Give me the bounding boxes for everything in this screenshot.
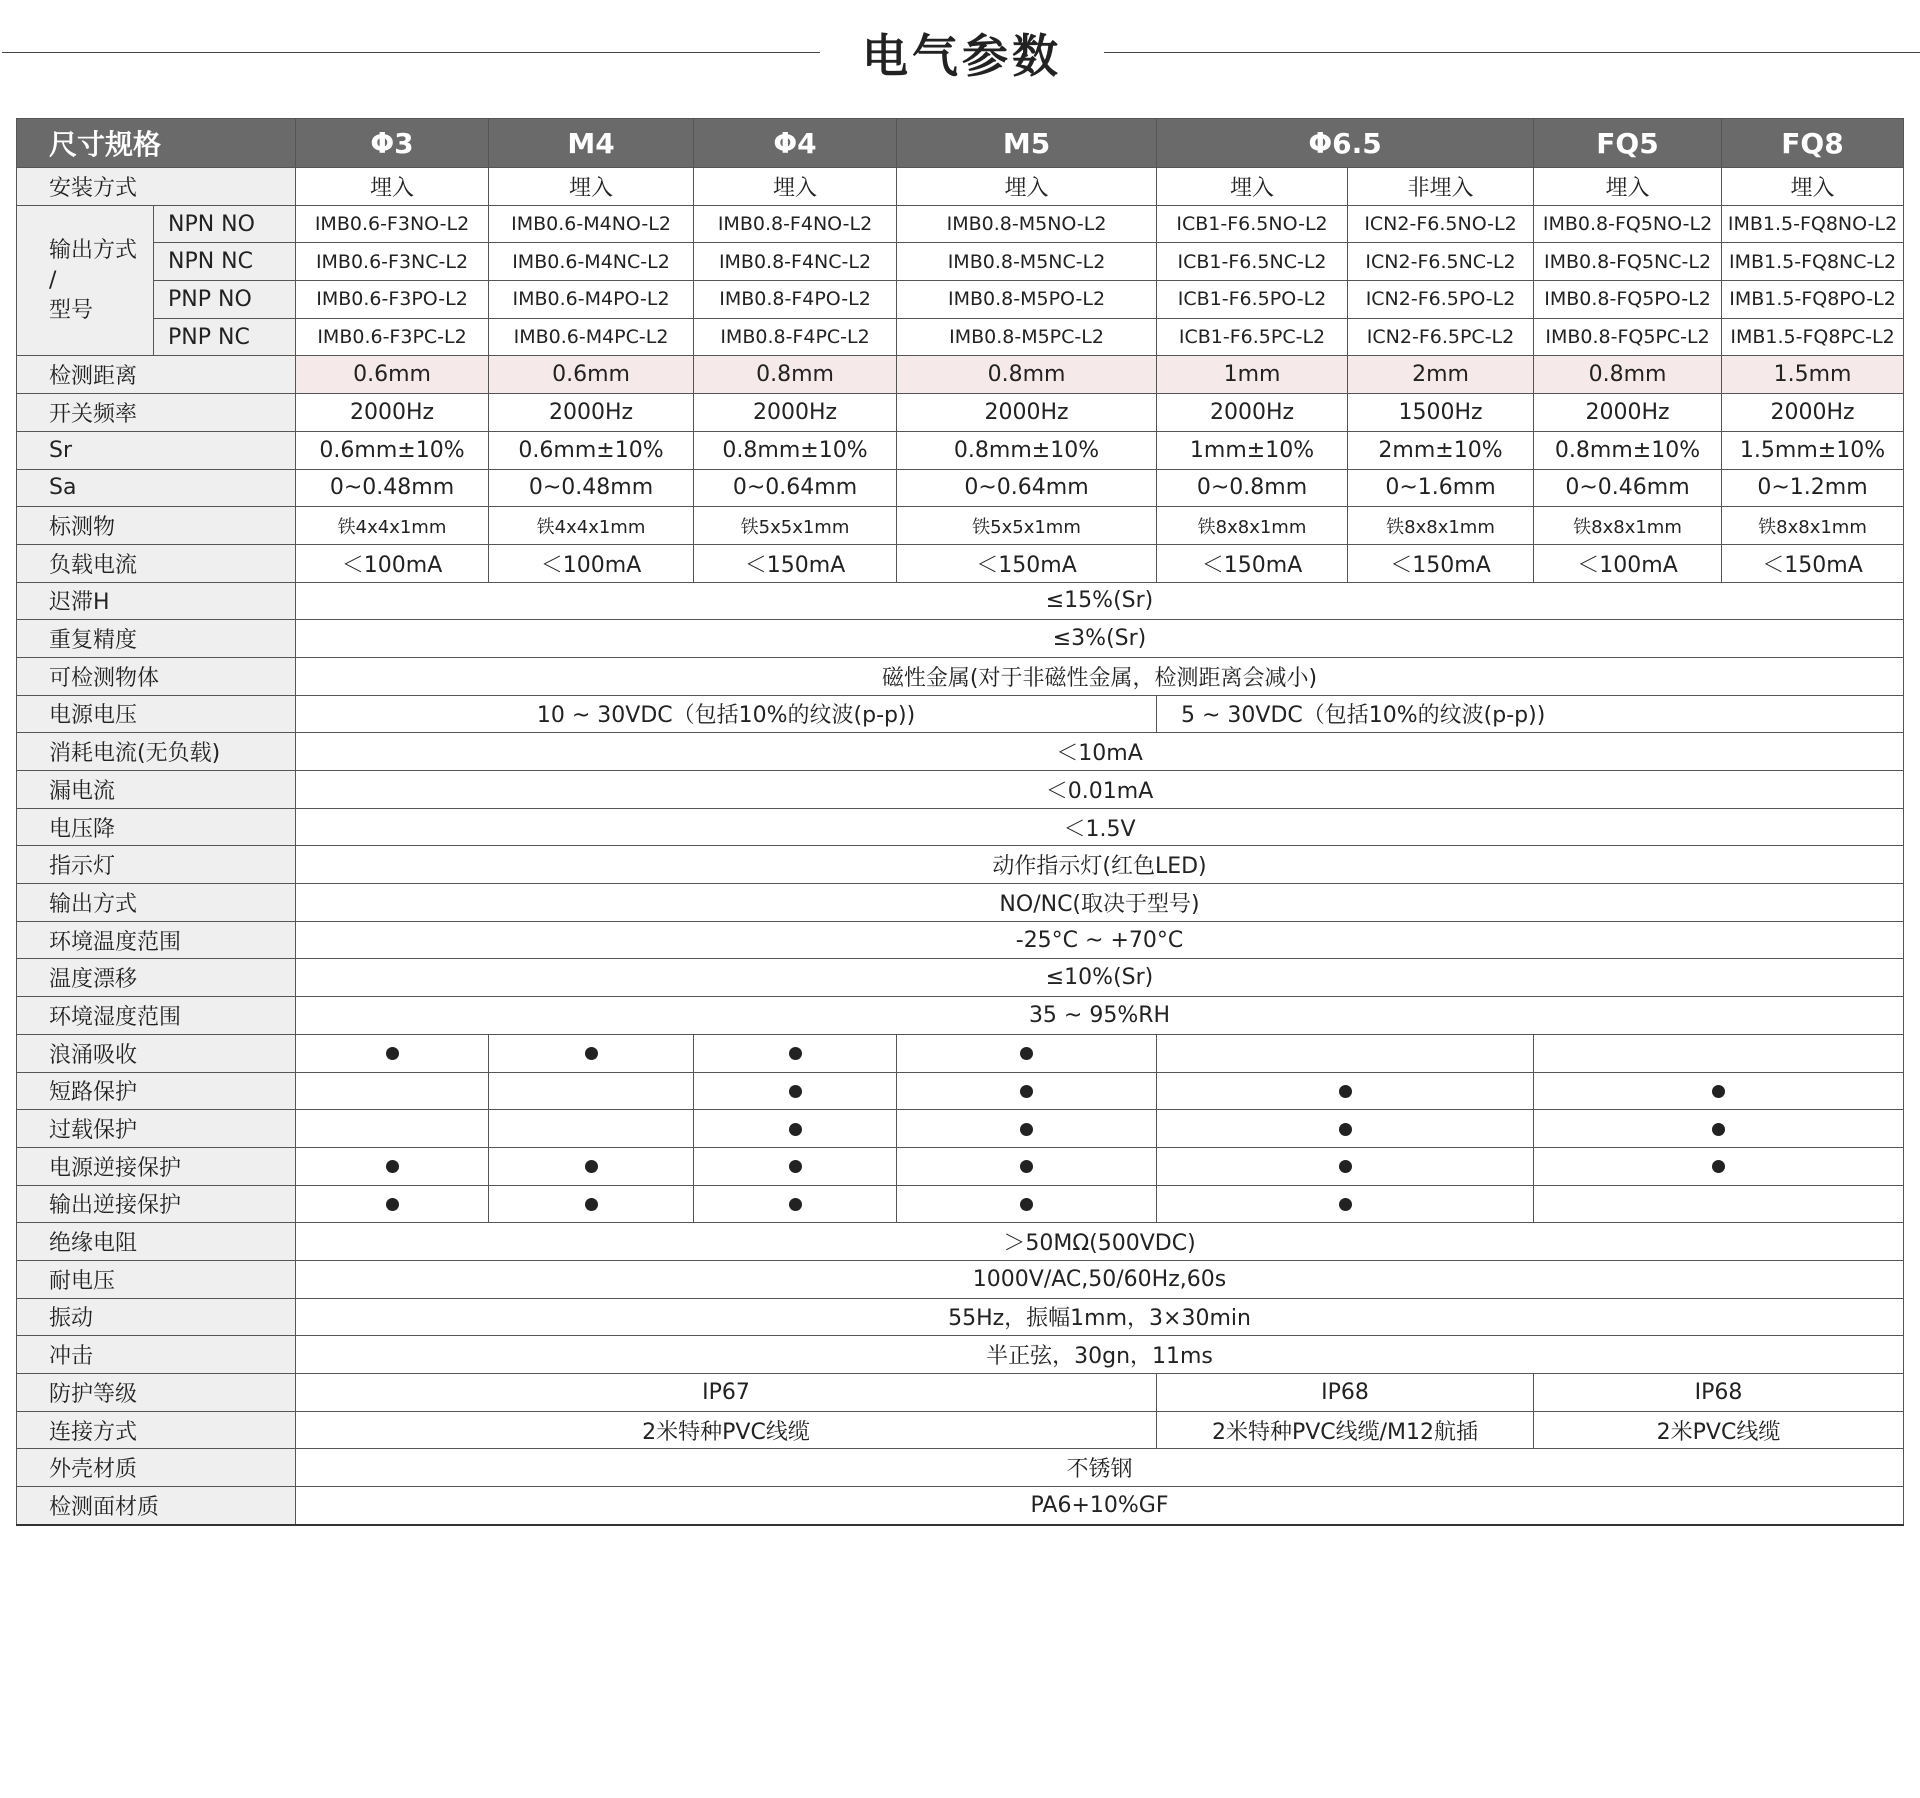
output-type: PNP NO	[154, 281, 296, 319]
check-dot-icon	[1339, 1123, 1352, 1136]
common-row	[17, 733, 1904, 771]
protection-cell	[897, 1147, 1157, 1185]
param-value: 0.8mm±10%	[694, 431, 897, 469]
row-label: 温度漂移	[17, 959, 296, 997]
row-label: 重复精度	[17, 620, 296, 658]
check-dot-icon	[1712, 1085, 1725, 1098]
model-code: IMB0.8-M5PO-L2	[897, 281, 1157, 319]
check-dot-icon	[789, 1085, 802, 1098]
check-dot-icon	[585, 1047, 598, 1060]
output-type: NPN NC	[154, 243, 296, 281]
row-label: 漏电流	[17, 771, 296, 809]
model-code: IMB0.8-F4PC-L2	[694, 318, 897, 356]
model-code: IMB0.8-FQ5NC-L2	[1534, 243, 1722, 281]
row-label: 电压降	[17, 808, 296, 846]
common-value: ＜10mA	[296, 733, 1904, 771]
protection-cell	[694, 1072, 897, 1110]
param-row	[17, 431, 1904, 469]
protection-row	[17, 1072, 1904, 1110]
param-value: 1.5mm	[1722, 356, 1904, 394]
page-title: 电气参数	[862, 29, 1062, 83]
common-value: ≤3%(Sr)	[296, 620, 1904, 658]
common-row	[17, 997, 1904, 1035]
param-value: 0.6mm±10%	[489, 431, 694, 469]
row-label: 迟滞H	[17, 582, 296, 620]
param-value: 0~0.48mm	[296, 469, 489, 507]
mount-value: 非埋入	[1348, 168, 1534, 206]
param-value: ＜100mA	[296, 544, 489, 582]
protection-row	[17, 1147, 1904, 1185]
protection-cell	[897, 1034, 1157, 1072]
check-dot-icon	[386, 1047, 399, 1060]
param-value: 2000Hz	[897, 394, 1157, 432]
param-value: 0~1.6mm	[1348, 469, 1534, 507]
param-row	[17, 507, 1904, 545]
check-dot-icon	[1712, 1160, 1725, 1173]
protection-row	[17, 1034, 1904, 1072]
protection-cell	[1157, 1185, 1534, 1223]
row-label: 防护等级	[17, 1374, 296, 1412]
mount-row	[17, 168, 1904, 206]
common-row	[17, 921, 1904, 959]
common-row	[17, 846, 1904, 884]
param-value: 0~0.8mm	[1157, 469, 1348, 507]
model-code: ICB1-F6.5PC-L2	[1157, 318, 1348, 356]
protection-cell	[296, 1185, 489, 1223]
param-row	[17, 356, 1904, 394]
param-value: 0.6mm±10%	[296, 431, 489, 469]
model-code: IMB1.5-FQ8NO-L2	[1722, 205, 1904, 243]
common-row	[17, 1260, 1904, 1298]
protection-cell	[897, 1185, 1157, 1223]
param-value: 2000Hz	[489, 394, 694, 432]
common-value: 磁性金属(对于非磁性金属，检测距离会减小)	[296, 657, 1904, 695]
param-value: 1mm±10%	[1157, 431, 1348, 469]
model-code: IMB0.6-F3PC-L2	[296, 318, 489, 356]
model-code: IMB0.6-F3NC-L2	[296, 243, 489, 281]
supply-voltage-row	[17, 695, 1904, 733]
row-label: 指示灯	[17, 846, 296, 884]
protection-cell	[1157, 1110, 1534, 1148]
common-row	[17, 884, 1904, 922]
model-code: IMB0.8-FQ5NO-L2	[1534, 205, 1722, 243]
model-code: IMB1.5-FQ8PO-L2	[1722, 281, 1904, 319]
protection-cell	[489, 1072, 694, 1110]
row-label: 连接方式	[17, 1411, 296, 1449]
common-row	[17, 1449, 1904, 1487]
row-label: Sr	[17, 431, 296, 469]
row-label: Sa	[17, 469, 296, 507]
param-value: 2000Hz	[296, 394, 489, 432]
protection-cell	[489, 1147, 694, 1185]
protection-row	[17, 1110, 1904, 1148]
param-value: 铁5x5x1mm	[897, 507, 1157, 545]
check-dot-icon	[1020, 1160, 1033, 1173]
row-label: 环境湿度范围	[17, 997, 296, 1035]
model-code: IMB0.8-F4NO-L2	[694, 205, 897, 243]
common-value: ＜0.01mA	[296, 771, 1904, 809]
param-value: 0.6mm	[489, 356, 694, 394]
param-value: ＜150mA	[1722, 544, 1904, 582]
check-dot-icon	[1339, 1198, 1352, 1211]
model-code: IMB0.8-F4PO-L2	[694, 281, 897, 319]
title-rule-right	[1104, 52, 1920, 53]
common-value: ＜1.5V	[296, 808, 1904, 846]
protection-cell	[897, 1110, 1157, 1148]
protection-cell	[1534, 1034, 1904, 1072]
common-value: ＞50MΩ(500VDC)	[296, 1223, 1904, 1261]
model-code: IMB0.6-M4PC-L2	[489, 318, 694, 356]
common-value: PA6+10%GF	[296, 1487, 1904, 1525]
row-label: 输出方式	[17, 884, 296, 922]
row-label: 负载电流	[17, 544, 296, 582]
check-dot-icon	[1712, 1123, 1725, 1136]
check-dot-icon	[386, 1160, 399, 1173]
row-label: 绝缘电阻	[17, 1223, 296, 1261]
common-value: ≤10%(Sr)	[296, 959, 1904, 997]
common-row	[17, 959, 1904, 997]
protection-cell	[489, 1034, 694, 1072]
check-dot-icon	[1339, 1085, 1352, 1098]
model-code: IMB0.8-FQ5PC-L2	[1534, 318, 1722, 356]
protection-cell	[296, 1147, 489, 1185]
check-dot-icon	[585, 1198, 598, 1211]
connection-a: 2米特种PVC线缆	[296, 1411, 1157, 1449]
model-code: ICN2-F6.5PO-L2	[1348, 281, 1534, 319]
check-dot-icon	[789, 1123, 802, 1136]
model-row	[17, 243, 1904, 281]
header-label: 尺寸规格	[17, 119, 296, 168]
connection-c: 2米PVC线缆	[1534, 1411, 1904, 1449]
protection-cell	[897, 1072, 1157, 1110]
mount-value: 埋入	[1722, 168, 1904, 206]
row-label: 环境温度范围	[17, 921, 296, 959]
mount-value: 埋入	[1157, 168, 1348, 206]
model-row	[17, 281, 1904, 319]
param-value: 0.8mm±10%	[1534, 431, 1722, 469]
model-code: ICN2-F6.5NC-L2	[1348, 243, 1534, 281]
model-code: IMB0.8-F4NC-L2	[694, 243, 897, 281]
header-col: FQ5	[1534, 119, 1722, 168]
protection-cell	[296, 1034, 489, 1072]
model-row	[17, 205, 1904, 243]
protection-level-c: IP68	[1534, 1374, 1904, 1412]
header-col: M5	[897, 119, 1157, 168]
param-value: 0.8mm	[694, 356, 897, 394]
protection-cell	[1534, 1072, 1904, 1110]
model-code: IMB0.6-M4PO-L2	[489, 281, 694, 319]
model-code: IMB1.5-FQ8NC-L2	[1722, 243, 1904, 281]
check-dot-icon	[789, 1198, 802, 1211]
header-row	[17, 119, 1904, 168]
protection-row	[17, 1185, 1904, 1223]
mount-value: 埋入	[694, 168, 897, 206]
mount-value: 埋入	[897, 168, 1157, 206]
protection-cell	[1157, 1147, 1534, 1185]
common-row	[17, 582, 1904, 620]
param-value: 0~0.64mm	[897, 469, 1157, 507]
param-value: 0~1.2mm	[1722, 469, 1904, 507]
check-dot-icon	[789, 1160, 802, 1173]
param-value: 2000Hz	[1157, 394, 1348, 432]
param-row	[17, 544, 1904, 582]
param-value: 2mm	[1348, 356, 1534, 394]
header-col: Φ6.5	[1157, 119, 1534, 168]
param-value: 0.8mm±10%	[897, 431, 1157, 469]
title-bar	[0, 0, 1920, 110]
model-code: IMB0.6-M4NO-L2	[489, 205, 694, 243]
protection-cell	[1157, 1072, 1534, 1110]
param-value: 2000Hz	[694, 394, 897, 432]
protection-cell	[694, 1185, 897, 1223]
param-value: 1mm	[1157, 356, 1348, 394]
common-row	[17, 1298, 1904, 1336]
common-row	[17, 808, 1904, 846]
check-dot-icon	[386, 1198, 399, 1211]
param-value: ＜150mA	[897, 544, 1157, 582]
common-row	[17, 1223, 1904, 1261]
param-value: 2mm±10%	[1348, 431, 1534, 469]
param-value: 铁5x5x1mm	[694, 507, 897, 545]
check-dot-icon	[585, 1160, 598, 1173]
param-value: 0.8mm	[1534, 356, 1722, 394]
param-value: 2000Hz	[1722, 394, 1904, 432]
protection-cell	[1534, 1147, 1904, 1185]
row-label: 过载保护	[17, 1110, 296, 1148]
common-row	[17, 1336, 1904, 1374]
mount-value: 埋入	[489, 168, 694, 206]
row-label: 电源逆接保护	[17, 1147, 296, 1185]
model-code: IMB0.8-M5NO-L2	[897, 205, 1157, 243]
model-code: IMB0.8-M5PC-L2	[897, 318, 1157, 356]
row-label: 安装方式	[17, 168, 296, 206]
mount-value: 埋入	[296, 168, 489, 206]
param-value: 铁8x8x1mm	[1157, 507, 1348, 545]
protection-level-b: IP68	[1157, 1374, 1534, 1412]
header-col: Φ3	[296, 119, 489, 168]
model-code: ICN2-F6.5PC-L2	[1348, 318, 1534, 356]
param-value: 1.5mm±10%	[1722, 431, 1904, 469]
common-value: 不锈钢	[296, 1449, 1904, 1487]
protection-cell	[1534, 1185, 1904, 1223]
protection-level-row	[17, 1374, 1904, 1412]
param-value: ＜150mA	[694, 544, 897, 582]
row-label: 输出逆接保护	[17, 1185, 296, 1223]
mount-value: 埋入	[1534, 168, 1722, 206]
row-label: 浪涌吸收	[17, 1034, 296, 1072]
header-col: M4	[489, 119, 694, 168]
param-value: 铁4x4x1mm	[489, 507, 694, 545]
param-value: ＜150mA	[1348, 544, 1534, 582]
common-row	[17, 620, 1904, 658]
row-label: 短路保护	[17, 1072, 296, 1110]
output-type: NPN NO	[154, 205, 296, 243]
protection-cell	[694, 1034, 897, 1072]
common-value: 35 ~ 95%RH	[296, 997, 1904, 1035]
title-rule-left	[2, 52, 820, 53]
param-row	[17, 469, 1904, 507]
model-row	[17, 318, 1904, 356]
protection-cell	[489, 1110, 694, 1148]
model-code: ICN2-F6.5NO-L2	[1348, 205, 1534, 243]
supply-voltage-right: 5 ~ 30VDC（包括10%的纹波(p-p))	[1157, 695, 1904, 733]
param-value: 0.6mm	[296, 356, 489, 394]
supply-voltage-left: 10 ~ 30VDC（包括10%的纹波(p-p))	[296, 695, 1157, 733]
connection-b: 2米特种PVC线缆/M12航插	[1157, 1411, 1534, 1449]
model-code: IMB0.6-M4NC-L2	[489, 243, 694, 281]
common-value: ≤15%(Sr)	[296, 582, 1904, 620]
protection-cell	[694, 1147, 897, 1185]
header-col: Φ4	[694, 119, 897, 168]
common-value: 动作指示灯(红色LED)	[296, 846, 1904, 884]
row-label: 检测距离	[17, 356, 296, 394]
model-code: IMB0.6-F3PO-L2	[296, 281, 489, 319]
check-dot-icon	[1339, 1160, 1352, 1173]
output-model-label: 输出方式 / 型号	[17, 205, 154, 356]
param-value: 0~0.46mm	[1534, 469, 1722, 507]
model-code: ICB1-F6.5NO-L2	[1157, 205, 1348, 243]
common-value: NO/NC(取决于型号)	[296, 884, 1904, 922]
check-dot-icon	[1020, 1123, 1033, 1136]
common-value: 半正弦，30gn，11ms	[296, 1336, 1904, 1374]
common-value: 1000V/AC,50/60Hz,60s	[296, 1260, 1904, 1298]
protection-cell	[296, 1072, 489, 1110]
check-dot-icon	[1020, 1198, 1033, 1211]
model-code: IMB0.8-FQ5PO-L2	[1534, 281, 1722, 319]
model-code: ICB1-F6.5PO-L2	[1157, 281, 1348, 319]
model-code: ICB1-F6.5NC-L2	[1157, 243, 1348, 281]
protection-cell	[694, 1110, 897, 1148]
row-label: 耐电压	[17, 1260, 296, 1298]
row-label: 振动	[17, 1298, 296, 1336]
protection-cell	[1534, 1110, 1904, 1148]
row-label: 电源电压	[17, 695, 296, 733]
param-value: 铁8x8x1mm	[1348, 507, 1534, 545]
param-value: 0.8mm	[897, 356, 1157, 394]
protection-cell	[296, 1110, 489, 1148]
param-value: 0~0.64mm	[694, 469, 897, 507]
row-label: 开关频率	[17, 394, 296, 432]
param-value: 铁8x8x1mm	[1534, 507, 1722, 545]
common-value: 55Hz，振幅1mm，3×30min	[296, 1298, 1904, 1336]
connection-row	[17, 1411, 1904, 1449]
common-row	[17, 1487, 1904, 1525]
model-code: IMB0.8-M5NC-L2	[897, 243, 1157, 281]
common-value: -25°C ~ +70°C	[296, 921, 1904, 959]
row-label: 冲击	[17, 1336, 296, 1374]
protection-level-a: IP67	[296, 1374, 1157, 1412]
param-value: 1500Hz	[1348, 394, 1534, 432]
param-value: 铁4x4x1mm	[296, 507, 489, 545]
check-dot-icon	[789, 1047, 802, 1060]
param-value: ＜100mA	[1534, 544, 1722, 582]
param-value: 铁8x8x1mm	[1722, 507, 1904, 545]
row-label: 标测物	[17, 507, 296, 545]
param-value: ＜150mA	[1157, 544, 1348, 582]
model-code: IMB0.6-F3NO-L2	[296, 205, 489, 243]
model-code: IMB1.5-FQ8PC-L2	[1722, 318, 1904, 356]
protection-cell	[489, 1185, 694, 1223]
row-label: 消耗电流(无负载)	[17, 733, 296, 771]
param-row	[17, 394, 1904, 432]
row-label: 检测面材质	[17, 1487, 296, 1525]
common-row	[17, 657, 1904, 695]
spec-table	[16, 118, 1904, 1526]
check-dot-icon	[1020, 1047, 1033, 1060]
row-label: 可检测物体	[17, 657, 296, 695]
row-label: 外壳材质	[17, 1449, 296, 1487]
param-value: 2000Hz	[1534, 394, 1722, 432]
param-value: ＜100mA	[489, 544, 694, 582]
output-type: PNP NC	[154, 318, 296, 356]
check-dot-icon	[1020, 1085, 1033, 1098]
param-value: 0~0.48mm	[489, 469, 694, 507]
common-row	[17, 771, 1904, 809]
protection-cell	[1157, 1034, 1534, 1072]
header-col: FQ8	[1722, 119, 1904, 168]
